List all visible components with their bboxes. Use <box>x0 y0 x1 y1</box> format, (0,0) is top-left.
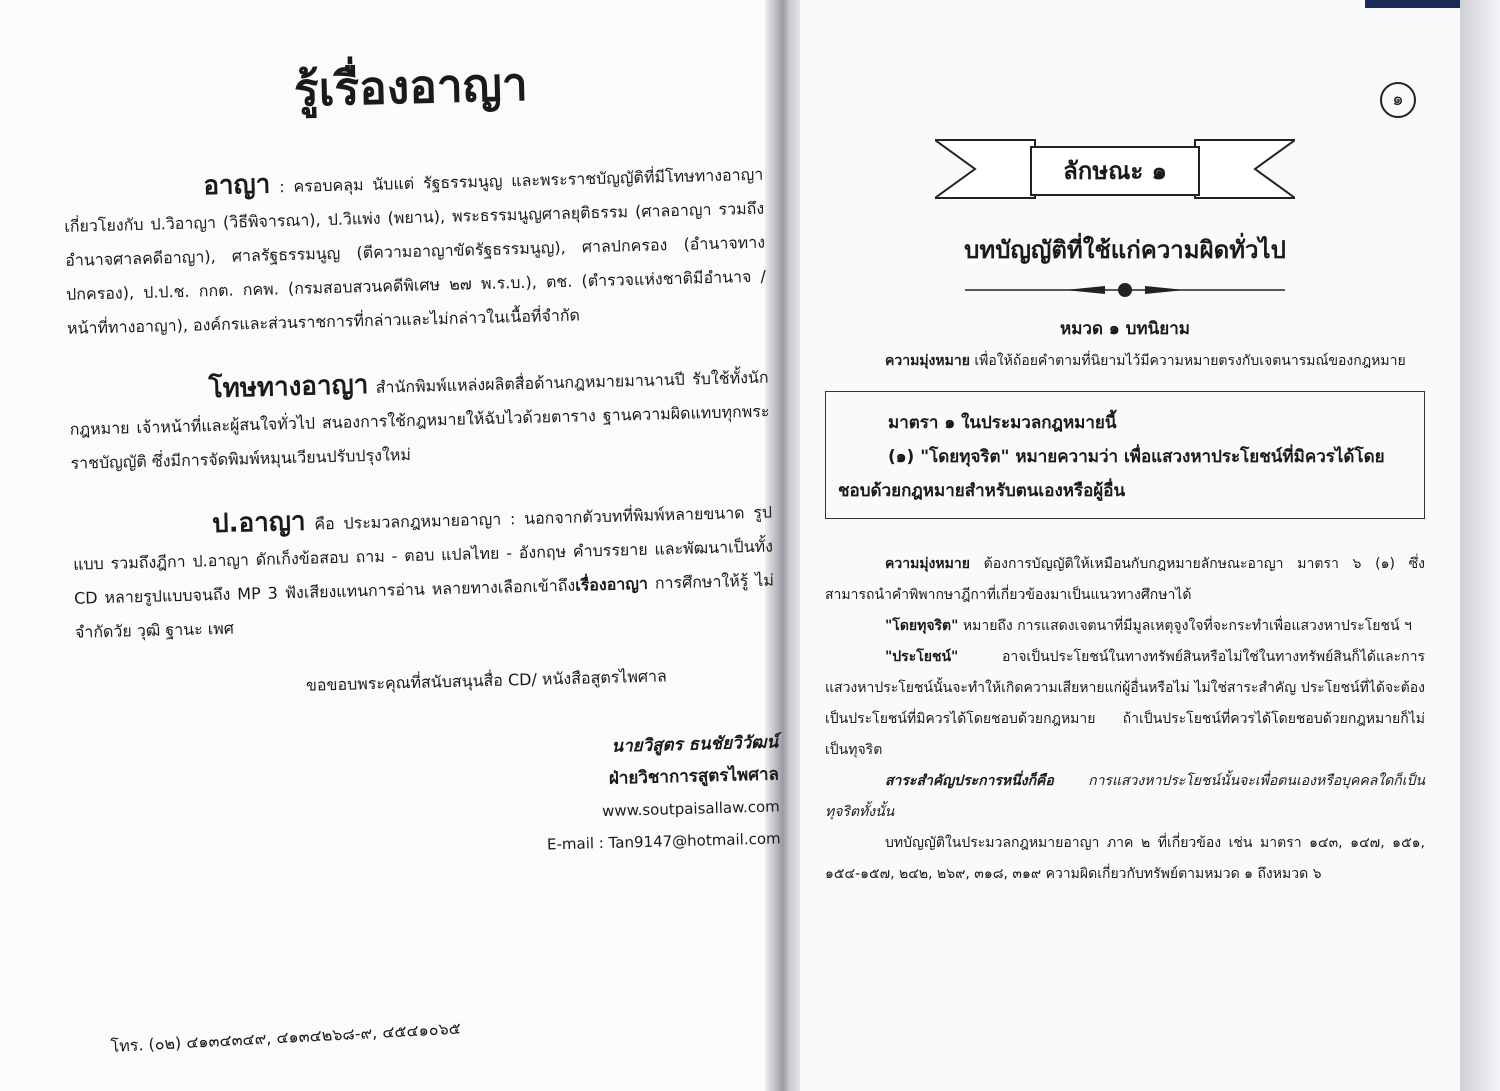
paragraph-code <box>72 493 775 650</box>
commentary-label: สาระสำคัญประการหนึ่งก็คือ <box>885 773 1054 789</box>
para-text: คือ ประมวลกฎหมายอาญา : นอกจากตัวบทที่พิมพ์หลายขนาด รูปแบบ รวมถึงฎีกา ป.อาญา ดักเก็งข้อสอบ ถาม - ตอบ แปลไทย - อังกฤษ คำบรรยาย และพัฒนาเป็นทั้ง CD หลายรูปแบบจนถึง MP 3 ฟังเสียงแทนการอ่าน หลายทางเลือกเข้าถึง <box>72 502 774 608</box>
paragraph-criminal <box>63 155 767 346</box>
chapter-banner <box>935 138 1295 208</box>
statute-box <box>825 391 1425 519</box>
signature-dept: ฝ่ายวิชาการสูตรไพศาล <box>608 764 780 789</box>
box-line: มาตรา ๑ ในประมวลกฎหมายนี้ <box>888 413 1117 433</box>
section-title: หมวด ๑ บทนิยาม <box>1060 319 1190 339</box>
chapter-title: บทบัญญัติที่ใช้แก่ความผิดทั่วไป <box>964 236 1286 264</box>
para-heading: ป.อาญา <box>211 506 306 540</box>
right-page-content <box>825 80 1425 890</box>
intent-paragraph <box>825 346 1425 377</box>
para-text: สำนักพิมพ์แหล่งผลิตสื่อด้านกฎหมายมานานปี รับใช้ทั้งนักกฎหมาย เจ้าหน้าที่และผู้สนใจทั่วไป สนองการใช้กฎหมายให้ฉับไวด้วยตาราง ฐานความผิดแทบทุกพระราชบัญญัติ ซึ่งมีการจัดพิมพ์หมุนเวียนปรับปรุงใหม่ <box>69 367 770 473</box>
commentary-text: หมายถึง การแสดงเจตนาที่มีมูลเหตุจูงใจที่จะกระทำเพื่อแสวงหาประโยชน์ ฯ <box>958 618 1412 634</box>
cover-edge <box>1365 0 1460 8</box>
intent-text: เพื่อให้ถ้อยคำตามที่นิยามไว้มีความหมายตรงกับเจตนารมณ์ของกฎหมาย <box>969 353 1406 369</box>
commentary-paragraph <box>825 549 1425 611</box>
commentary-label: "โดยทุจริต" <box>885 618 959 634</box>
commentary-text: การแสวงหาประโยชน์นั้นจะเพื่อตนเองหรือบุคคลใดก็เป็นทุจริตทั้งนั้น <box>825 773 1425 820</box>
ornament-divider-icon <box>965 283 1285 297</box>
commentary-paragraph <box>825 642 1425 766</box>
box-line: (๑) "โดยทุจริต" หมายความว่า เพื่อแสวงหาประโยชน์ที่มิควรได้โดยชอบด้วยกฎหมายสำหรับตนเองหรือผู้อื่น <box>838 447 1385 501</box>
page-edge <box>1460 0 1500 1091</box>
page-title: รู้เรื่องอาญา <box>293 56 529 117</box>
paragraph-penalty <box>68 358 771 481</box>
commentary-label: "ประโยชน์" <box>885 649 959 665</box>
commentary-label: ความมุ่งหมาย <box>885 556 970 572</box>
signature-name: นายวิสูตร ธนชัยวิวัฒน์ <box>611 732 779 757</box>
commentary-paragraph <box>825 611 1425 642</box>
para-text: : ครอบคลุม นับแต่ รัฐธรรมนูญ และพระราชบัญญัติที่มีโทษทางอาญา เกี่ยวโยงกับ ป.วิอาญา (วิธีพิจารณา), ป.วิแพ่ง (พยาน), พระธรรมนูญศาลยุติธรรม (ศาลอาญา รวมถึงอำนาจศาลคดีอาญา), ศาลรัฐธรรมนูญ (ตีความอาญาขัดรัฐธรรมนูญ), ศาลปกครอง (อำนาจทางปกครอง), ป.ป.ช. กกต. กคพ. (กรมสอบสวนคดีพิเศษ ๒๗ พ.ร.บ.), ตช. (ตำรวจแห่งชาติมีอำนาจ / หน้าที่ทางอาญา), องค์กรและส่วนราชการที่กล่าวและไม่กล่าวในเนื้อที่จำกัด <box>64 164 767 338</box>
page-number: ๑ <box>1380 82 1416 118</box>
commentary-text: อาจเป็นประโยชน์ในทางทรัพย์สินหรือไม่ใช่ในทางทรัพย์สินก็ได้และการแสวงหาประโยชน์นั้นจะทำให้เกิดความเสียหายแก่ผู้อื่นหรือไม่ ไม่ใช่สาระสำคัญ ประโยชน์ที่ได้จะต้องเป็นประโยชน์ที่มิควรได้โดยชอบด้วยกฎหมาย ถ้าเป็นประโยชน์ที่ควรได้โดยชอบด้วยกฎหมายก็ไม่เป็นทุจริต <box>825 649 1425 758</box>
signature-block <box>78 726 781 872</box>
banner-label: ลักษณะ ๑ <box>1030 146 1200 196</box>
commentary-paragraph: บทบัญญัติในประมวลกฎหมายอาญา ภาค ๒ ที่เกี่ยวข้อง เช่น มาตรา ๑๔๓, ๑๔๗, ๑๕๑, ๑๕๔-๑๕๗, ๒๔๒, ๒๖๙, ๓๑๘, ๓๑๙ ความผิดเกี่ยวกับทรัพย์ตามหมวด ๑ ถึงหมวด ๖ <box>825 835 1425 882</box>
left-page-content <box>60 42 781 873</box>
para-heading: อาญา <box>202 169 271 202</box>
thanks-line: ขอขอบพระคุณที่สนับสนุนสื่อ CD/ หนังสือสูตรไพศาล <box>305 666 668 695</box>
commentary-text: ต้องการบัญญัติให้เหมือนกับกฎหมายลักษณะอาญา มาตรา ๖ (๑) ซึ่งสามารถนำคำพิพากษาฎีกาที่เกี่ยวข้องมาเป็นแนวทางศึกษาได้ <box>825 556 1425 603</box>
para-bold: เรื่องอาญา <box>574 573 649 595</box>
website-link[interactable]: www.soutpaisallaw.com <box>601 797 781 821</box>
commentary-paragraph <box>825 766 1425 828</box>
intent-label: ความมุ่งหมาย <box>885 353 970 369</box>
email-link[interactable]: E-mail : Tan9147@hotmail.com <box>546 829 781 854</box>
para-text: การศึกษาให้รู้ ไม่จำกัดวัย วุฒิ ฐานะ เพศ <box>74 570 775 642</box>
phone-numbers: โทร. (๐๒) ๔๑๓๔๓๔๙, ๔๑๓๔๒๖๘-๙, ๔๕๔๑๐๖๕ <box>110 1018 462 1056</box>
para-heading: โทษทางอาญา <box>208 370 369 405</box>
